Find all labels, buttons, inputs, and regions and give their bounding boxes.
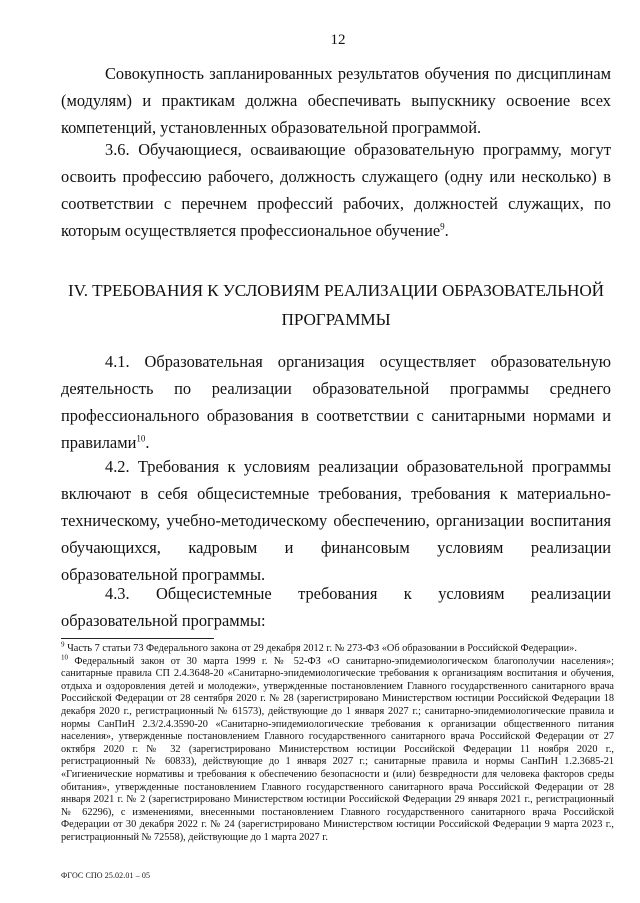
footnote-separator (61, 638, 214, 639)
paragraph-text: Совокупность запланированных результатов обучения по дисциплинам (модулям) и практикам должна обеспечивать выпускнику освоение всех компетенций, установленных образовательной программой. (61, 64, 611, 137)
footnote-10 (61, 653, 614, 845)
footnote-marker-9: 9 (61, 640, 65, 649)
footnote-10-text: Федеральный закон от 30 марта 1999 г. № 52-ФЗ «О санитарно-эпидемиологическом благополучии населения»; санитарные правила СП 2.4.3648-20 «Санитарно-эпидемиологические требования к организациям воспитания и обучения, отдыха и оздоровления детей и молодежи», утвержденные постановлением Главного государственного санитарного врача Российской Федерации от 28 сентября 2020 г. № 28 (зарегистрировано Министерством юстиции Российской Федерации 18 декабря 2020 г., регистрационный № 61573), действующие до 1 января 2027 г.; санитарно-эпидемиологические правила и нормы СанПиН 2.3/2.4.3590-20 «Санитарно-эпидемиологические требования к организации общественного питания населения», утвержденные постановлением Главного государственного санитарного врача Российской Федерации от 27 октября 2020 г. № 32 (зарегистрировано Министерством юстиции Российской Федерации 11 ноября 2020 г., регистрационный № 60833), действующие до 1 января 2027 г.; санитарные правила и нормы СанПиН 1.2.3685-21 «Гигиенические нормативы и требования к обеспечению безопасности и (или) безвредности для человека факторов среды обитания», утвержденные постановлением Главного государственного санитарного врача Российской Федерации от 28 января 2021 г. № 2 (зарегистрировано Министерством юстиции Российской Федерации 29 января 2021 г., регистрационный № 62296), с изменениями, внесенными постановлением Главного государственного санитарного врача Российской Федерации от 30 декабря 2022 г. № 24 (зарегистрировано Министерством юстиции Российской Федерации 9 марта 2023 г., регистрационный № 72558), действующие до 1 марта 2027 г. (61, 655, 614, 843)
document-code: ФГОС СПО 25.02.01 – 05 (61, 871, 151, 880)
footnote-marker-10: 10 (61, 653, 68, 662)
section-heading-iv: IV. ТРЕБОВАНИЯ К УСЛОВИЯМ РЕАЛИЗАЦИИ ОБРАЗОВАТЕЛЬНОЙ ПРОГРАММЫ (68, 281, 604, 329)
paragraph-end-punct: . (145, 433, 150, 452)
paragraph-4-1 (61, 348, 611, 456)
paragraph-end-punct: . (444, 221, 449, 240)
footnote-ref-9[interactable]: 9 (440, 221, 445, 232)
paragraph-4-2 (61, 453, 611, 588)
footnote-9 (61, 640, 614, 656)
paragraph-text: 4.3. Общесистемные требования к условиям реализации образовательной программы: (61, 584, 611, 630)
paragraph-text: 4.2. Требования к условиям реализации образовательной программы включают в себя общесистемные требования, требования к материально-техническому, учебно-методическому обеспечению, организации воспитания обучающихся, кадровым и финансовым условиям реализации образовательной программы. (61, 457, 611, 584)
footnote-9-text: Часть 7 статьи 73 Федерального закона от 29 декабря 2012 г. № 273-ФЗ «Об образовании в Российской Федерации». (64, 643, 577, 654)
paragraph-4-3 (61, 580, 611, 634)
footnote-ref-10[interactable]: 10 (136, 433, 146, 444)
paragraph-4-1-text: 4.1. Образовательная организация осуществляет образовательную деятельность по реализации образовательной программы среднего профессионального образования в соответствии с санитарными нормами и правилами (61, 352, 611, 452)
paragraph-3-6 (61, 136, 611, 244)
paragraph-text (61, 348, 611, 456)
paragraph-competencies (61, 60, 611, 141)
page-number: 12 (330, 32, 346, 48)
paragraph-text (61, 136, 611, 244)
footnotes (61, 640, 614, 845)
paragraph-3-6-text: 3.6. Обучающиеся, осваивающие образовательную программу, могут освоить профессию рабочего, должность служащего (одну или несколько) в соответствии с перечнем профессий рабочих, должностей служащих, по которым осуществляется профессиональное обучение (61, 140, 611, 240)
